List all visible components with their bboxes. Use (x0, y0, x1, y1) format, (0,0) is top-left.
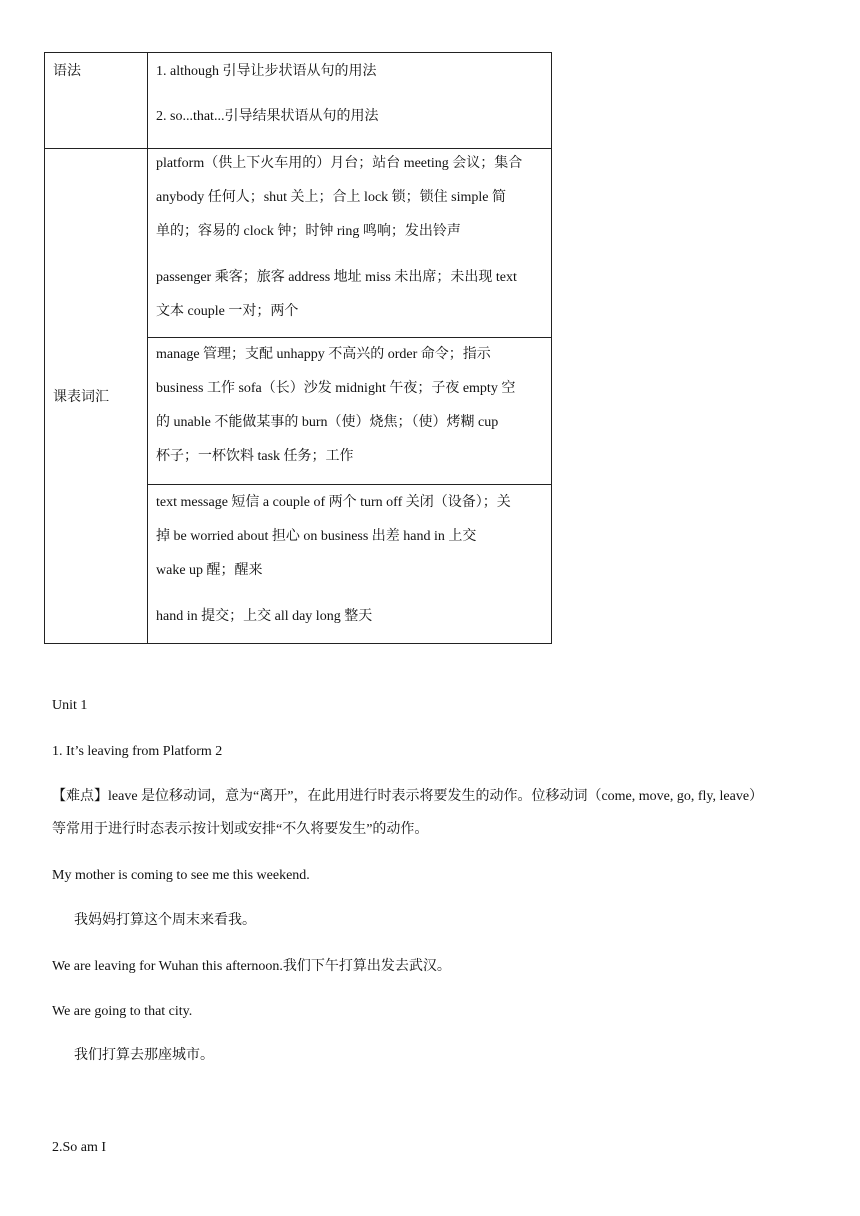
example-1-english: My mother is coming to see me this weekend. (52, 868, 310, 883)
example-3-english: We are going to that city. (52, 1004, 193, 1019)
grammar-content-cell (148, 53, 552, 149)
grammar-label: 语法 (53, 64, 81, 79)
example-3-chinese: 我们打算去那座城市。 (74, 1048, 214, 1063)
vocab-block-3-line-3: wake up 醒；醒来 (156, 563, 263, 578)
difficulty-line-2: 等常用于进行时态表示按计划或安排“不久将要发生”的动作。 (52, 822, 429, 837)
vocab-block-1-line-2: anybody 任何人；shut 关上；合上 lock 锁；锁住 simple 简 (156, 190, 506, 205)
vocab-block-3-line-2: 掉 be worried about 担心 on business 出差 hand in 上交 (156, 529, 477, 544)
point-2-title: 2.So am I (52, 1140, 107, 1155)
vocab-block-1 (148, 149, 552, 338)
point-1-title: 1. It’s leaving from Platform 2 (52, 744, 223, 759)
vocab-block-1-line-4: passenger 乘客；旅客 address 地址 miss 未出席；未出现 text (156, 270, 517, 285)
vocabulary-grammar-table (44, 52, 552, 644)
vocab-block-2-line-2: business 工作 sofa（长）沙发 midnight 午夜；子夜 empty 空 (156, 381, 516, 396)
vocab-block-1-line-1: platform（供上下火车用的）月台；站台 meeting 会议；集合 (156, 156, 523, 171)
vocab-block-2-line-1: manage 管理；支配 unhappy 不高兴的 order 命令；指示 (156, 347, 491, 362)
grammar-item-2: 2. so...that...引导结果状语从句的用法 (156, 109, 379, 124)
example-2: We are leaving for Wuhan this afternoon.我们下午打算出发去武汉。 (52, 959, 451, 974)
vocab-block-3-line-4: hand in 提交；上交 all day long 整天 (156, 609, 373, 624)
vocab-block-1-line-3: 单的；容易的 clock 钟；时钟 ring 鸣响；发出铃声 (156, 224, 461, 239)
vocab-block-3 (148, 485, 552, 644)
vocab-label-cell (45, 149, 148, 644)
unit-title: Unit 1 (52, 698, 88, 713)
vocab-block-2 (148, 338, 552, 485)
grammar-label-cell (45, 53, 148, 149)
grammar-row (45, 53, 552, 149)
vocab-block-3-line-1: text message 短信 a couple of 两个 turn off 关闭（设备）；关 (156, 495, 511, 510)
example-1-chinese: 我妈妈打算这个周末来看我。 (74, 913, 256, 928)
vocab-label: 课表词汇 (53, 390, 109, 405)
grammar-item-1: 1. although 引导让步状语从句的用法 (156, 64, 377, 79)
vocab-block-2-line-3: 的 unable 不能做某事的 burn（使）烧焦；（使）烤糊 cup (156, 415, 499, 430)
vocab-block-2-line-4: 杯子；一杯饮料 task 任务；工作 (156, 449, 354, 464)
difficulty-line-1: 【难点】leave 是位移动词，意为“离开”，在此用进行时表示将要发生的动作。位移动词（come, move, go, fly, leave） (52, 789, 764, 804)
vocab-block-1-line-5: 文本 couple 一对；两个 (156, 304, 299, 319)
vocab-row-1 (45, 149, 552, 338)
